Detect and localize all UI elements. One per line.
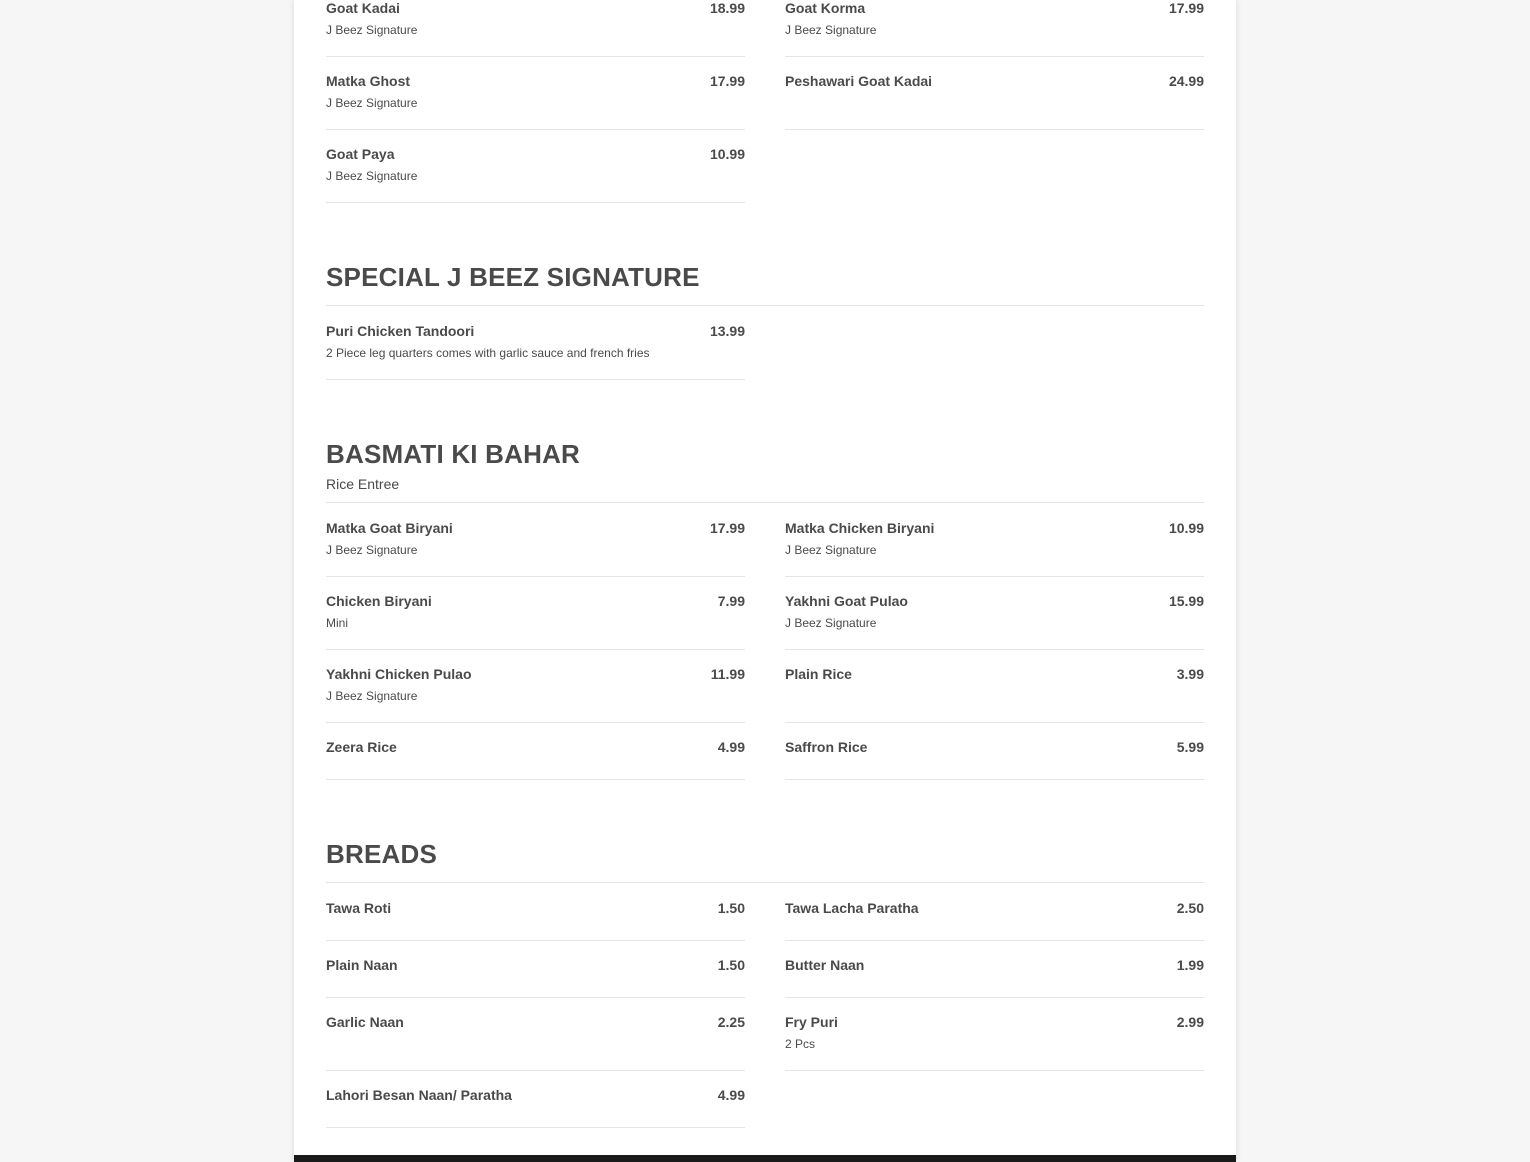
menu-item[interactable] (326, 307, 745, 380)
item-name: Peshawari Goat Kadai (785, 73, 933, 89)
menu-item[interactable] (326, 57, 745, 130)
item-name: Matka Goat Biryani (326, 520, 453, 536)
item-price: 17.99 (709, 73, 745, 89)
item-price: 2.25 (717, 1014, 745, 1030)
menu-item[interactable] (326, 723, 745, 780)
menu-item[interactable] (785, 57, 1204, 130)
item-name: Yakhni Goat Pulao (785, 593, 908, 609)
item-description: J Beez Signature (326, 23, 418, 37)
special-items-grid (326, 307, 1204, 380)
item-description: J Beez Signature (326, 689, 418, 703)
item-price: 3.99 (1176, 666, 1204, 682)
item-name: Saffron Rice (785, 739, 868, 755)
item-price: 10.99 (1168, 520, 1204, 536)
item-price: 2.99 (1176, 1014, 1204, 1030)
item-price: 10.99 (709, 146, 745, 162)
item-description: J Beez Signature (785, 23, 877, 37)
breads-items-grid (326, 884, 1204, 1128)
item-price: 24.99 (1168, 73, 1204, 89)
item-name: Tawa Lacha Paratha (785, 900, 919, 916)
menu-item[interactable] (326, 884, 745, 941)
item-description: J Beez Signature (785, 616, 877, 630)
item-price: 1.50 (717, 900, 745, 916)
menu-item[interactable] (785, 998, 1204, 1071)
item-description: 2 Pcs (785, 1037, 816, 1051)
menu-item[interactable] (326, 504, 745, 577)
menu-item[interactable] (785, 941, 1204, 998)
item-price: 2.50 (1176, 900, 1204, 916)
menu-item[interactable] (785, 577, 1204, 650)
item-name: Chicken Biryani (326, 593, 432, 609)
item-price: 4.99 (717, 739, 745, 755)
item-description: J Beez Signature (326, 543, 418, 557)
footer-bar (294, 1155, 1236, 1162)
menu-item[interactable] (326, 998, 745, 1071)
item-price: 17.99 (1168, 0, 1204, 16)
menu-item[interactable] (326, 941, 745, 998)
menu-item[interactable] (785, 884, 1204, 941)
item-description: J Beez Signature (326, 96, 418, 110)
item-description: J Beez Signature (785, 543, 877, 557)
item-price: 13.99 (709, 323, 745, 339)
basmati-items-grid (326, 504, 1204, 780)
menu-item[interactable] (326, 1071, 745, 1128)
item-name: Tawa Roti (326, 900, 392, 916)
item-name: Puri Chicken Tandoori (326, 323, 475, 339)
item-name: Plain Naan (326, 957, 398, 973)
item-name: Goat Paya (326, 146, 395, 162)
item-price: 17.99 (709, 520, 745, 536)
menu-item[interactable] (326, 130, 745, 203)
special-section-header (326, 262, 1204, 306)
item-price: 15.99 (1168, 593, 1204, 609)
item-name: Plain Rice (785, 666, 852, 682)
item-name: Butter Naan (785, 957, 865, 973)
item-price: 5.99 (1176, 739, 1204, 755)
item-name: Zeera Rice (326, 739, 397, 755)
item-name: Garlic Naan (326, 1014, 404, 1030)
basmati-section-header (326, 439, 1204, 503)
menu-item[interactable] (785, 504, 1204, 577)
item-description: Mini (326, 616, 349, 630)
section-title: BREADS (326, 839, 437, 869)
menu-item[interactable] (326, 577, 745, 650)
item-description: J Beez Signature (326, 169, 418, 183)
menu-page (294, 0, 1236, 1162)
item-name: Matka Chicken Biryani (785, 520, 935, 536)
goat-items-grid (326, 0, 1204, 203)
menu-item[interactable] (326, 0, 745, 57)
menu-item[interactable] (785, 650, 1204, 723)
item-name: Goat Kadai (326, 0, 400, 16)
item-price: 1.99 (1176, 957, 1204, 973)
menu-item[interactable] (785, 723, 1204, 780)
item-name: Goat Korma (785, 0, 866, 16)
item-price: 4.99 (717, 1087, 745, 1103)
item-price: 1.50 (717, 957, 745, 973)
item-description: 2 Piece leg quarters comes with garlic sauce and french fries (326, 346, 650, 360)
section-subtitle: Rice Entree (326, 476, 400, 492)
item-name: Lahori Besan Naan/ Paratha (326, 1087, 512, 1103)
item-name: Matka Ghost (326, 73, 411, 89)
item-name: Fry Puri (785, 1014, 838, 1030)
item-name: Yakhni Chicken Pulao (326, 666, 472, 682)
menu-item[interactable] (326, 650, 745, 723)
breads-section-header (326, 839, 1204, 883)
item-price: 18.99 (709, 0, 745, 16)
menu-item[interactable] (785, 0, 1204, 57)
section-title: BASMATI KI BAHAR (326, 439, 581, 469)
item-price: 7.99 (717, 593, 745, 609)
item-price: 11.99 (710, 666, 745, 682)
section-title: SPECIAL J BEEZ SIGNATURE (326, 262, 700, 292)
